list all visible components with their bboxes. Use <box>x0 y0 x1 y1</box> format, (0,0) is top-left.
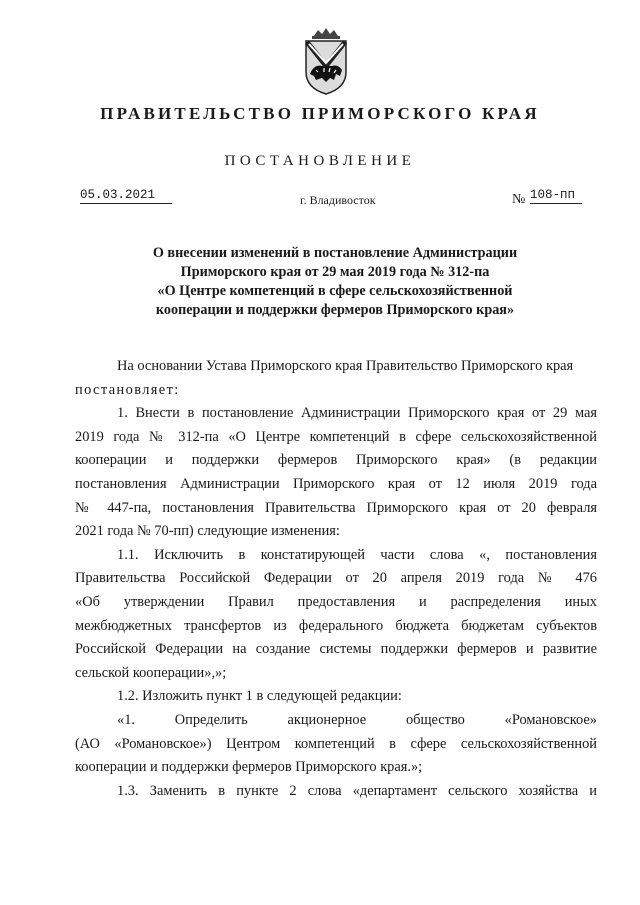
document-body <box>75 355 597 803</box>
document-heading <box>100 244 570 320</box>
body-line: кооперации и поддержки фермеров Приморского края.»; <box>75 759 423 776</box>
body-line: 1.1. Исключить в констатирующей части слова «, постановления <box>117 546 597 563</box>
number-sign: № <box>512 192 526 207</box>
document-number: 108-пп <box>530 188 582 204</box>
body-line: межбюджетных трансфертов из федерального бюджета бюджетам субъектов <box>75 617 597 634</box>
body-line: (АО «Романовское») Центром компетенций в сфере сельскохозяйственной <box>75 735 597 752</box>
body-line: кооперации и поддержки фермеров Приморского края» (в редакции <box>75 452 597 469</box>
government-title: ПРАВИТЕЛЬСТВО ПРИМОРСКОГО КРАЯ <box>100 104 540 123</box>
body-line: На основании Устава Приморского края Правительство Приморского края <box>117 358 574 374</box>
body-line: 2021 года № 70-пп) следующие изменения: <box>75 523 340 540</box>
body-line: «Об утверждении Правил предоставления и распределения иных <box>75 593 597 610</box>
body-line: постановления Администрации Приморского края от 12 июля 2019 года <box>75 475 597 492</box>
heading-line: кооперации и поддержки фермеров Приморского края» <box>155 302 515 318</box>
document-date: 05.03.2021 <box>80 188 172 204</box>
body-line: № 447-па, постановления Правительства Приморского края от 20 февраля <box>75 499 597 516</box>
document-type: ПОСТАНОВЛЕНИЕ <box>224 153 416 169</box>
body-line: сельской кооперации»,»; <box>75 664 227 681</box>
body-line: 2019 года № 312-па «О Центре компетенций в сфере сельскохозяйственной <box>75 428 597 445</box>
heading-line: О внесении изменений в постановление Администрации <box>152 245 518 261</box>
body-line: Российской Федерации на создание системы поддержки фермеров и развитие <box>75 641 597 658</box>
document-city: г. Владивосток <box>300 193 376 207</box>
coat-of-arms-icon <box>296 26 356 96</box>
body-line: 1.3. Заменить в пункте 2 слова «департамент сельского хозяйства и <box>117 782 597 799</box>
body-line: «1. Определить акционерное общество «Романовское» <box>117 711 597 728</box>
body-line: 1.2. Изложить пункт 1 в следующей редакции: <box>117 688 402 705</box>
heading-line: Приморского края от 29 мая 2019 года № 312-па <box>180 264 490 280</box>
heading-line: «О Центре компетенций в сфере сельскохозяйственной <box>157 283 513 299</box>
body-line: постановляет: <box>75 381 180 398</box>
body-line: Правительства Российской Федерации от 20 апреля 2019 года № 476 <box>75 570 597 587</box>
body-line: 1. Внести в постановление Администрации Приморского края от 29 мая <box>117 405 597 422</box>
